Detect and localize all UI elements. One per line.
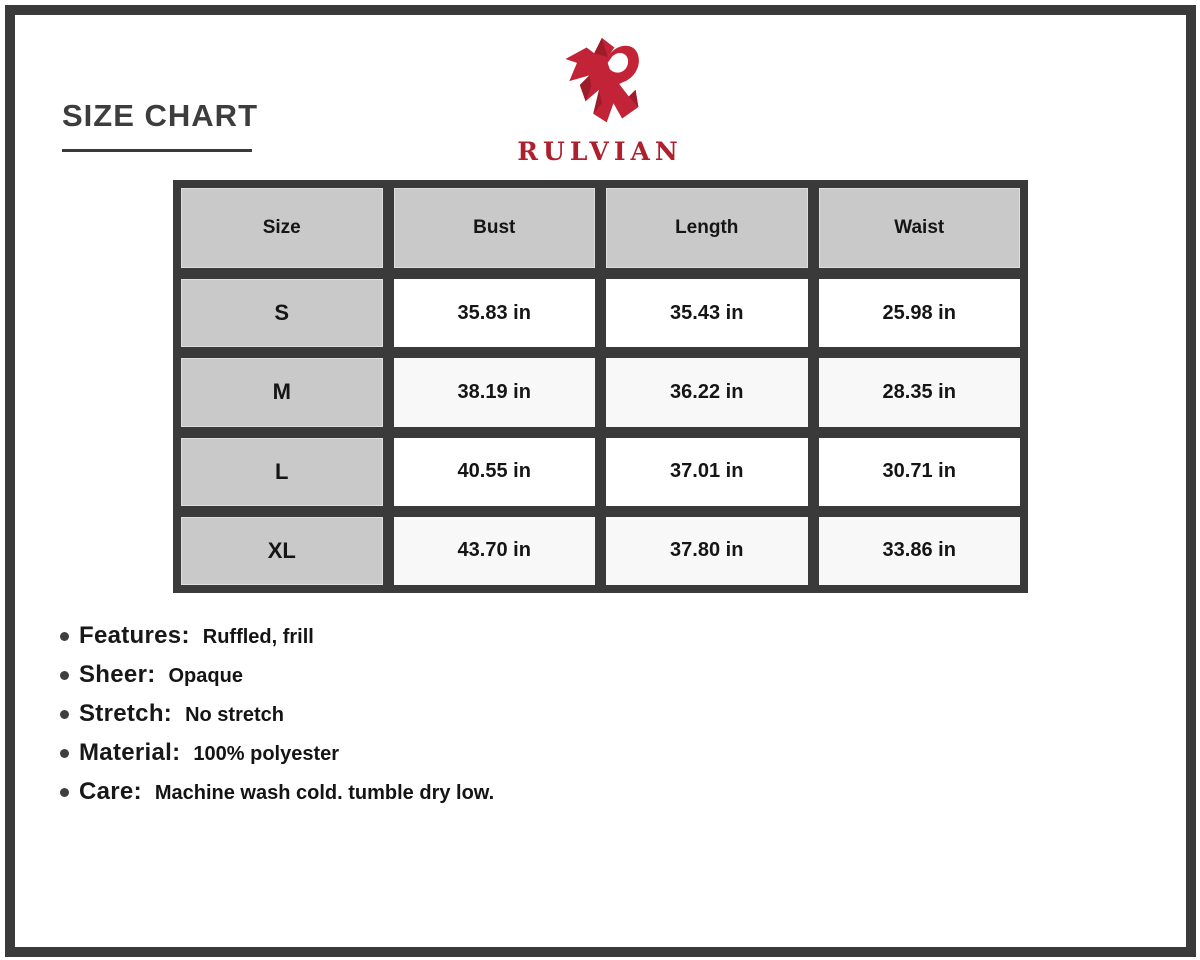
detail-label: Care:: [79, 778, 142, 805]
title-underline: [62, 149, 252, 152]
brand-logo: [480, 36, 720, 166]
row-xl-length: 37.80 in: [606, 517, 808, 585]
col-header-waist: Waist: [819, 188, 1021, 268]
detail-value: No stretch: [185, 704, 284, 726]
bullet-icon: [60, 632, 69, 641]
bullet-icon: [60, 749, 69, 758]
row-s-waist: 25.98 in: [819, 279, 1021, 347]
col-header-size: Size: [181, 188, 383, 268]
row-xl-bust: 43.70 in: [394, 517, 596, 585]
bullet-icon: [60, 671, 69, 680]
row-m-length: 36.22 in: [606, 358, 808, 426]
col-header-length: Length: [606, 188, 808, 268]
row-xl-size: XL: [181, 517, 383, 585]
brand-wordmark: RULVIAN: [517, 137, 683, 166]
row-s-bust: 35.83 in: [394, 279, 596, 347]
detail-care: [60, 778, 494, 806]
row-s-size: S: [181, 279, 383, 347]
row-m-bust: 38.19 in: [394, 358, 596, 426]
detail-material: [60, 739, 494, 767]
detail-label: Sheer:: [79, 661, 156, 688]
row-xl-waist: 33.86 in: [819, 517, 1021, 585]
col-header-bust: Bust: [394, 188, 596, 268]
brand-logo-r-icon: [559, 36, 641, 132]
row-l-length: 37.01 in: [606, 438, 808, 506]
row-m-size: M: [181, 358, 383, 426]
detail-label: Stretch:: [79, 700, 173, 727]
detail-features: [60, 622, 494, 650]
detail-value: Ruffled, frill: [202, 626, 314, 648]
bullet-icon: [60, 788, 69, 797]
detail-value: Machine wash cold. tumble dry low.: [154, 782, 495, 804]
row-l-waist: 30.71 in: [819, 438, 1021, 506]
detail-label: Material:: [79, 739, 181, 766]
size-table: [173, 180, 1028, 593]
detail-sheer: [60, 661, 494, 689]
row-l-size: L: [181, 438, 383, 506]
product-details-list: [60, 622, 494, 817]
row-s-length: 35.43 in: [606, 279, 808, 347]
row-m-waist: 28.35 in: [819, 358, 1021, 426]
bullet-icon: [60, 710, 69, 719]
detail-value: 100% polyester: [193, 743, 340, 765]
row-l-bust: 40.55 in: [394, 438, 596, 506]
detail-label: Features:: [79, 622, 190, 649]
detail-value: Opaque: [168, 665, 243, 687]
title-block: [62, 98, 258, 152]
page-title: SIZE CHART: [62, 98, 258, 133]
detail-stretch: [60, 700, 494, 728]
